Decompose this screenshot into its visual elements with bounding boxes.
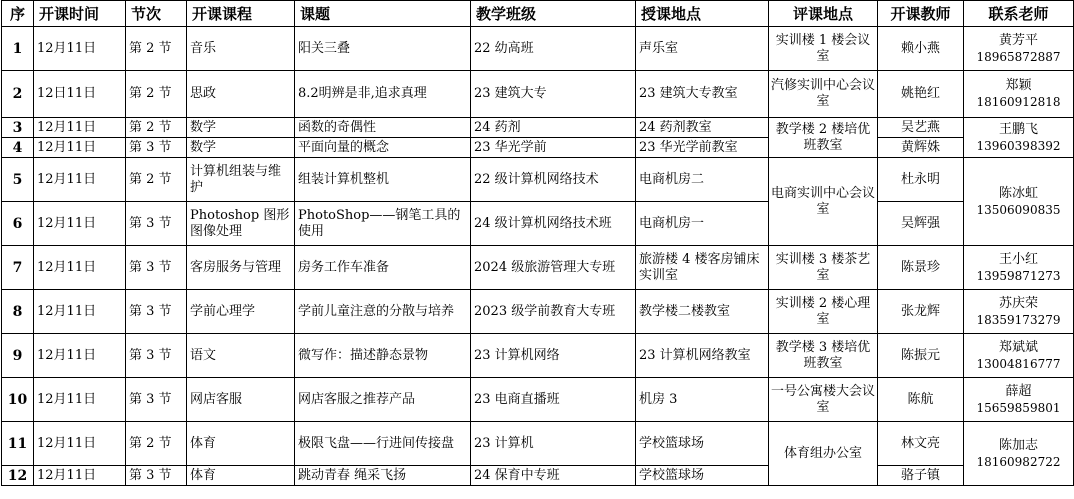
row-location: 声乐室 [636,27,769,71]
row-course: 数学 [187,118,295,138]
row-class: 23 建筑大专 [471,71,636,118]
eval-location: 实训楼 1 楼会议室 [769,27,878,71]
row-class: 24 药剂 [471,118,636,138]
contact-cell [964,118,1074,158]
col-header-date: 开课时间 [34,1,126,27]
contact-name: 郑斌斌 [998,339,1038,355]
eval-location: 汽修实训中心会议室 [769,71,878,118]
row-teacher: 杜永明 [878,158,964,202]
table-row [2,158,1074,202]
contact-cell [964,422,1074,486]
row-period: 第 3 节 [126,138,187,158]
row-course: 语文 [187,334,295,378]
row-index: 9 [2,334,34,378]
row-topic: PhotoShop——钢笔工具的使用 [295,202,471,246]
contact-phone: 18965872887 [976,49,1061,64]
row-index: 4 [2,138,34,158]
row-period: 第 2 节 [126,71,187,118]
row-location: 23 建筑大专教室 [636,71,769,118]
row-teacher: 赖小燕 [878,27,964,71]
row-index: 10 [2,378,34,422]
row-index: 1 [2,27,34,71]
col-header-class: 教学班级 [471,1,636,27]
eval-location: 实训楼 3 楼茶艺室 [769,246,878,290]
row-location: 电商机房一 [636,202,769,246]
row-teacher: 骆子镇 [878,466,964,486]
row-date: 12月11日 [34,246,126,290]
row-period: 第 2 节 [126,27,187,71]
col-header-period: 节次 [126,1,187,27]
row-teacher: 吴辉强 [878,202,964,246]
eval-location: 教学楼 3 楼培优班教室 [769,334,878,378]
row-date: 12月11日 [34,378,126,422]
row-period: 第 2 节 [126,158,187,202]
row-period: 第 3 节 [126,334,187,378]
row-topic: 阳关三叠 [295,27,471,71]
contact-name: 陈冰虹 [998,185,1038,201]
row-class: 23 计算机网络 [471,334,636,378]
row-class: 2024 级旅游管理大专班 [471,246,636,290]
table-row [2,118,1074,138]
row-date: 12月11日 [34,422,126,466]
contact-name: 郑颖 [1005,78,1032,93]
row-index: 2 [2,71,34,118]
col-header-index: 序 [2,1,34,27]
contact-cell [964,71,1074,118]
row-course: 计算机组装与维护 [187,158,295,202]
row-class: 23 电商直播班 [471,378,636,422]
row-class: 24 级计算机网络技术班 [471,202,636,246]
row-index: 11 [2,422,34,466]
row-teacher: 吴艺燕 [878,118,964,138]
row-date: 12月11日 [34,202,126,246]
row-topic: 学前儿童注意的分散与培养 [295,290,471,334]
table-row [2,290,1074,334]
table-row [2,202,1074,246]
row-location: 学校篮球场 [636,466,769,486]
row-teacher: 张龙辉 [878,290,964,334]
row-teacher: 陈振元 [878,334,964,378]
row-date: 12月11日 [34,466,126,486]
row-location: 24 药剂教室 [636,118,769,138]
row-topic: 平面向量的概念 [295,138,471,158]
row-date: 12月11日 [34,138,126,158]
row-course: 体育 [187,422,295,466]
row-date: 12月11日 [34,158,126,202]
table-row [2,466,1074,486]
table-row [2,71,1074,118]
row-location: 旅游楼 4 楼客房铺床实训室 [636,246,769,290]
contact-name: 陈加志 [998,437,1038,453]
row-teacher: 黄辉姝 [878,138,964,158]
row-period: 第 3 节 [126,202,187,246]
contact-phone: 15659859801 [976,400,1061,415]
contact-phone: 13004816777 [976,356,1061,371]
eval-location: 体育组办公室 [769,422,878,486]
contact-name: 王小红 [998,251,1038,267]
row-location: 学校篮球场 [636,422,769,466]
row-teacher: 陈航 [878,378,964,422]
row-date: 12月11日 [34,290,126,334]
contact-cell [964,378,1074,422]
row-period: 第 3 节 [126,466,187,486]
row-index: 8 [2,290,34,334]
row-index: 12 [2,466,34,486]
row-topic: 网店客服之推荐产品 [295,378,471,422]
contact-name: 王鹏飞 [998,121,1038,137]
row-course: 学前心理学 [187,290,295,334]
table-row [2,334,1074,378]
row-period: 第 2 节 [126,422,187,466]
eval-location: 实训楼 2 楼心理室 [769,290,878,334]
row-index: 6 [2,202,34,246]
row-topic: 8.2明辨是非,追求真理 [295,71,471,118]
contact-name: 薛超 [1005,383,1032,399]
row-period: 第 2 节 [126,118,187,138]
contact-phone: 13959871273 [976,268,1061,283]
row-topic: 微写作：描述静态景物 [295,334,471,378]
row-class: 2023 级学前教育大专班 [471,290,636,334]
col-header-teacher: 开课教师 [878,1,964,27]
row-course: Photoshop 图形图像处理 [187,202,295,246]
row-course: 客房服务与管理 [187,246,295,290]
row-date: 12日11日 [34,71,126,118]
contact-phone: 18160982722 [976,454,1061,469]
row-course: 思政 [187,71,295,118]
row-period: 第 3 节 [126,246,187,290]
row-location: 23 计算机网络教室 [636,334,769,378]
col-header-location: 授课地点 [636,1,769,27]
row-teacher: 林文亮 [878,422,964,466]
row-location: 机房 3 [636,378,769,422]
row-index: 5 [2,158,34,202]
contact-name: 苏庆荣 [998,295,1038,311]
row-location: 电商机房二 [636,158,769,202]
row-class: 24 保育中专班 [471,466,636,486]
row-course: 音乐 [187,27,295,71]
row-topic: 组装计算机整机 [295,158,471,202]
row-course: 体育 [187,466,295,486]
table-row [2,422,1074,466]
contact-cell [964,290,1074,334]
contact-cell [964,246,1074,290]
row-class: 22 级计算机网络技术 [471,158,636,202]
contact-phone: 13960398392 [976,138,1061,153]
contact-cell [964,158,1074,246]
contact-phone: 13506090835 [976,202,1061,217]
row-class: 23 华光学前 [471,138,636,158]
contact-cell [964,334,1074,378]
row-date: 12月11日 [34,27,126,71]
contact-name: 黄芳平 [998,32,1038,48]
col-header-eval-location: 评课地点 [769,1,878,27]
row-teacher: 姚艳红 [878,71,964,118]
row-location: 23 华光学前教室 [636,138,769,158]
col-header-topic: 课题 [295,1,471,27]
row-topic: 跳动青春 绳采飞扬 [295,466,471,486]
row-index: 7 [2,246,34,290]
contact-cell [964,27,1074,71]
row-course: 数学 [187,138,295,158]
eval-location: 电商实训中心会议室 [769,158,878,246]
col-header-contact: 联系老师 [964,1,1074,27]
table-row [2,246,1074,290]
header-row [2,1,1074,27]
eval-location: 一号公寓楼大会议室 [769,378,878,422]
row-teacher: 陈景珍 [878,246,964,290]
row-period: 第 3 节 [126,378,187,422]
row-date: 12月11日 [34,118,126,138]
row-course: 网店客服 [187,378,295,422]
row-date: 12月11日 [34,334,126,378]
row-class: 23 计算机 [471,422,636,466]
col-header-course: 开课课程 [187,1,295,27]
table-row [2,378,1074,422]
contact-phone: 18160912818 [976,95,1061,109]
eval-location: 教学楼 2 楼培优班教室 [769,118,878,158]
row-topic: 极限飞盘——行进间传接盘 [295,422,471,466]
table-row [2,27,1074,71]
contact-phone: 18359173279 [976,312,1061,327]
row-location: 教学楼二楼教室 [636,290,769,334]
row-class: 22 幼高班 [471,27,636,71]
row-index: 3 [2,118,34,138]
row-period: 第 3 节 [126,290,187,334]
table-row [2,138,1074,158]
row-topic: 房务工作车准备 [295,246,471,290]
row-topic: 函数的奇偶性 [295,118,471,138]
lesson-schedule-table [1,0,1074,486]
